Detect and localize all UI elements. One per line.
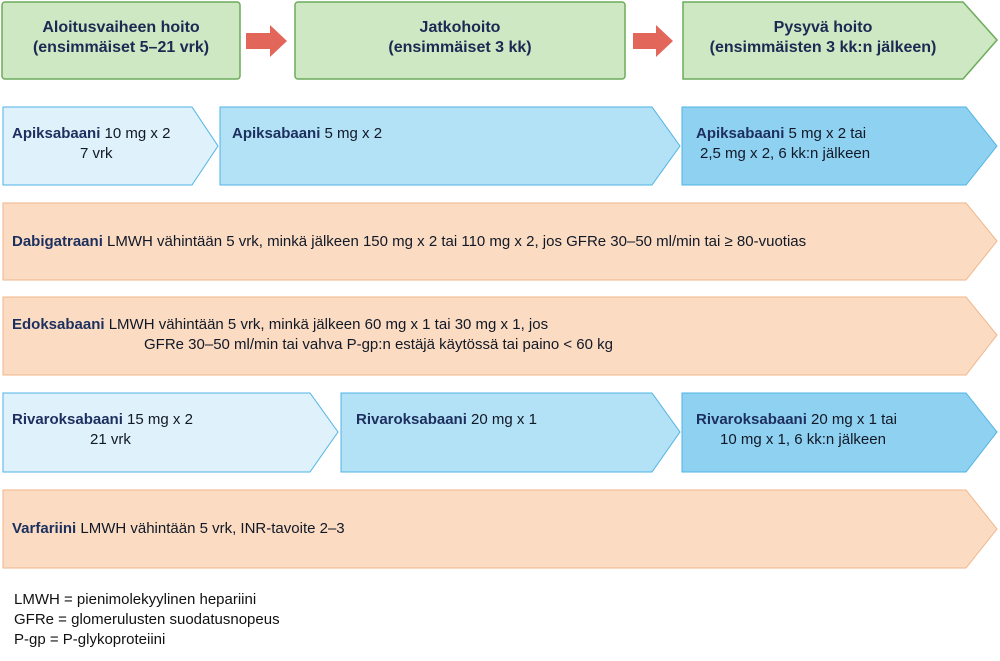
- phase-continuation: [295, 18, 625, 58]
- edoxaban-line2: GFRe 30–50 ml/min tai vahva P-gp:n estäjä käytössä tai paino < 60 kg: [144, 336, 614, 353]
- phase-initial-title: Aloitusvaiheen hoito: [42, 19, 200, 36]
- phase-extended: [683, 18, 963, 58]
- rivaroxaban-extended-line2: 10 mg x 1, 6 kk:n jälkeen: [720, 431, 886, 448]
- apixaban-continuation-dose: 5 mg x 2: [320, 125, 383, 142]
- rivaroxaban-initial-dose: 15 mg x 2: [122, 411, 193, 428]
- edoxaban-text: [12, 315, 613, 355]
- phase-extended-subtitle: (ensimmäisten 3 kk:n jälkeen): [709, 39, 937, 56]
- rivaroxaban-continuation-text: [356, 410, 537, 430]
- rivaroxaban-continuation-drug: Rivaroksabaani: [356, 411, 467, 428]
- apixaban-extended-drug: Apiksabaani: [696, 125, 785, 142]
- rivaroxaban-continuation-shape: [341, 393, 680, 472]
- apixaban-initial-duration: 7 vrk: [80, 145, 113, 162]
- apixaban-extended-dose: 5 mg x 2 tai: [784, 125, 867, 142]
- phase-continuation-title: Jatkohoito: [419, 19, 501, 36]
- dabigatran-dose: LMWH vähintään 5 vrk, minkä jälkeen 150 mg x 2 tai 110 mg x 2, jos GFRe 30–50 ml/min tai ≥ 80-vuotias: [102, 233, 807, 250]
- rivaroxaban-continuation-dose: 20 mg x 1: [466, 411, 537, 428]
- phase-arrow-2: [633, 25, 673, 57]
- phase-arrow-1: [246, 25, 287, 57]
- warfarin-text: [12, 519, 345, 539]
- rivaroxaban-extended-dose: 20 mg x 1 tai: [806, 411, 897, 428]
- rivaroxaban-initial-duration: 21 vrk: [90, 431, 131, 448]
- rivaroxaban-extended-drug: Rivaroksabaani: [696, 411, 807, 428]
- legend-item-gfre: GFRe = glomerulusten suodatusnopeus: [14, 611, 280, 628]
- apixaban-extended-text: [696, 124, 870, 164]
- phase-extended-title: Pysyvä hoito: [773, 19, 873, 36]
- rivaroxaban-extended-text: [696, 410, 897, 450]
- apixaban-continuation-shape: [220, 107, 680, 185]
- phase-continuation-subtitle: (ensimmäiset 3 kk): [388, 39, 532, 56]
- warfarin-drug: Varfariini: [12, 520, 77, 537]
- phase-initial: [2, 18, 240, 58]
- apixaban-initial-text: [12, 124, 170, 164]
- legend-item-pgp: P-gp = P-glykoproteiini: [14, 631, 166, 648]
- dabigatran-drug: Dabigatraani: [12, 233, 103, 250]
- dabigatran-text: [12, 232, 806, 252]
- phase-initial-subtitle: (ensimmäiset 5–21 vrk): [32, 39, 210, 56]
- apixaban-continuation-drug: Apiksabaani: [232, 125, 321, 142]
- legend-item-lmwh: LMWH = pienimolekyylinen hepariini: [14, 591, 257, 608]
- apixaban-initial-drug: Apiksabaani: [12, 125, 101, 142]
- legend: [14, 590, 280, 650]
- edoxaban-dose: LMWH vähintään 5 vrk, minkä jälkeen 60 mg x 1 tai 30 mg x 1, jos: [104, 316, 549, 333]
- apixaban-extended-line2: 2,5 mg x 2, 6 kk:n jälkeen: [700, 145, 871, 162]
- edoxaban-drug: Edoksabaani: [12, 316, 105, 333]
- warfarin-dose: LMWH vähintään 5 vrk, INR-tavoite 2–3: [76, 520, 345, 537]
- apixaban-continuation-text: [232, 124, 382, 144]
- rivaroxaban-initial-text: [12, 410, 193, 450]
- rivaroxaban-initial-drug: Rivaroksabaani: [12, 411, 123, 428]
- apixaban-initial-dose: 10 mg x 2: [100, 125, 171, 142]
